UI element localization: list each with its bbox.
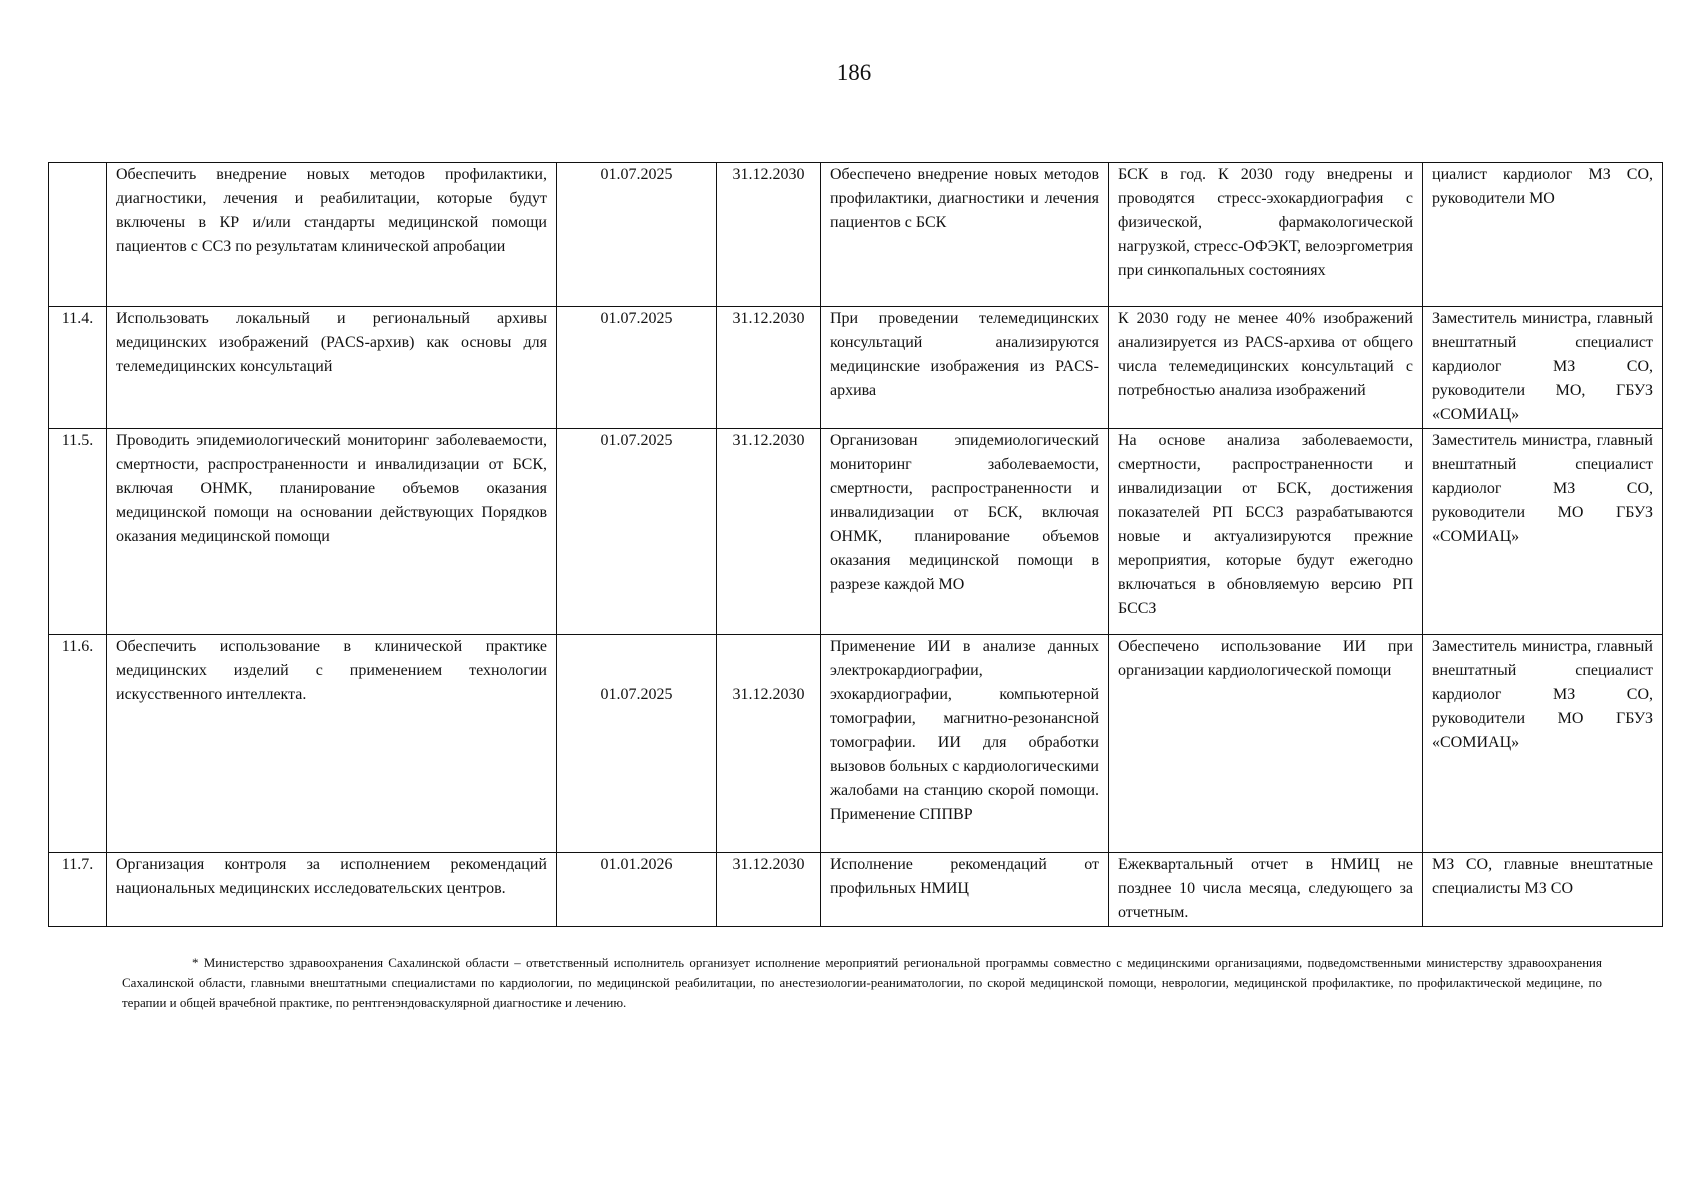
start-date: 01.07.2025 [557,307,717,429]
result-cell: Применение ИИ в анализе данных электрокардиографии, эхокардиографии, компьютерной томографии, магнитно-резонансной томографии. ИИ для обработки вызовов больных с кардиологическими жалобами на станцию скорой помощи. Применение СППВР [821,635,1109,853]
table-row [49,853,1663,927]
task-cell: Обеспечить использование в клинической практике медицинских изделий с применением технологии искусственного интеллекта. [107,635,557,853]
table-row [49,307,1663,429]
end-date: 31.12.2030 [717,163,821,307]
row-number [49,163,107,307]
result-cell: Исполнение рекомендаций от профильных НМИЦ [821,853,1109,927]
row-number: 11.7. [49,853,107,927]
table-row [49,429,1663,635]
task-cell: Использовать локальный и региональный архивы медицинских изображений (PACS-архив) как основы для телемедицинских консультаций [107,307,557,429]
table-row [49,163,1663,307]
page-number: 186 [836,60,872,85]
action-plan-table [48,162,1663,927]
indicator-cell: На основе анализа заболеваемости, смертности, распространенности и инвалидизации от БСК, достижения показателей РП БССЗ разрабатываются новые и актуализируются прежние мероприятия, которые будут ежегодно включаться в обновляемую версию РП БССЗ [1109,429,1423,635]
row-number: 11.5. [49,429,107,635]
start-date: 01.01.2026 [557,853,717,927]
responsible-cell: Заместитель министра, главный внештатный специалист кардиолог МЗ СО, руководители МО, ГБУЗ «СОМИАЦ» [1423,307,1663,429]
result-cell: Организован эпидемиологический мониторинг заболеваемости, смертности, распространенности и инвалидизации от БСК, включая ОНМК, планирование объемов оказания медицинской помощи в разрезе каждой МО [821,429,1109,635]
indicator-cell: Ежеквартальный отчет в НМИЦ не позднее 10 числа месяца, следующего за отчетным. [1109,853,1423,927]
indicator-cell: К 2030 году не менее 40% изображений анализируется из PACS-архива от общего числа телемедицинских консультаций с потребностью анализа изображений [1109,307,1423,429]
indicator-cell: Обеспечено использование ИИ при организации кардиологической помощи [1109,635,1423,853]
row-number: 11.4. [49,307,107,429]
start-date: 01.07.2025 [557,163,717,307]
table-row [49,635,1663,853]
responsible-cell: МЗ СО, главные внештатные специалисты МЗ СО [1423,853,1663,927]
task-cell: Проводить эпидемиологический мониторинг заболеваемости, смертности, распространенности и инвалидизации от БСК, включая ОНМК, планирование объемов оказания медицинской помощи на основании действующих Порядков оказания медицинской помощи [107,429,557,635]
end-date: 31.12.2030 [717,853,821,927]
task-cell: Организация контроля за исполнением рекомендаций национальных медицинских исследовательских центров. [107,853,557,927]
task-cell: Обеспечить внедрение новых методов профилактики, диагностики, лечения и реабилитации, которые будут включены в КР и/или стандарты медицинской помощи пациентов с ССЗ по результатам клинической апробации [107,163,557,307]
responsible-cell: Заместитель министра, главный внештатный специалист кардиолог МЗ СО, руководители МО ГБУЗ «СОМИАЦ» [1423,635,1663,853]
result-cell: Обеспечено внедрение новых методов профилактики, диагностики и лечения пациентов с БСК [821,163,1109,307]
indicator-cell: БСК в год. К 2030 году внедрены и проводятся стресс-эхокардиография с физической, фармакологической нагрузкой, стресс-ОФЭКТ, велоэргометрия при синкопальных состояниях [1109,163,1423,307]
end-date: 31.12.2030 [717,307,821,429]
end-date: 31.12.2030 [717,429,821,635]
start-date: 01.07.2025 [557,429,717,635]
row-number: 11.6. [49,635,107,853]
start-date: 01.07.2025 [557,635,717,853]
end-date: 31.12.2030 [717,635,821,853]
responsible-cell: циалист кардиолог МЗ СО, руководители МО [1423,163,1663,307]
result-cell: При проведении телемедицинских консультаций анализируются медицинские изображения из PACS-архива [821,307,1109,429]
responsible-cell: Заместитель министра, главный внештатный специалист кардиолог МЗ СО, руководители МО ГБУЗ «СОМИАЦ» [1423,429,1663,635]
footnote: * Министерство здравоохранения Сахалинской области – ответственный исполнитель организует исполнение мероприятий региональной программы совместно с медицинскими организациями, подведомственными министерству здравоохранения Сахалинской области, главными внештатными специалистами по кардиологии, по медицинской реабилитации, по анестезиологии-реаниматологии, по скорой медицинской помощи, неврологии, медицинской профилактике, по профилактической медицине, по терапии и общей врачебной практике, по рентгенэндоваскулярной диагностике и лечению. [122,955,1602,1010]
